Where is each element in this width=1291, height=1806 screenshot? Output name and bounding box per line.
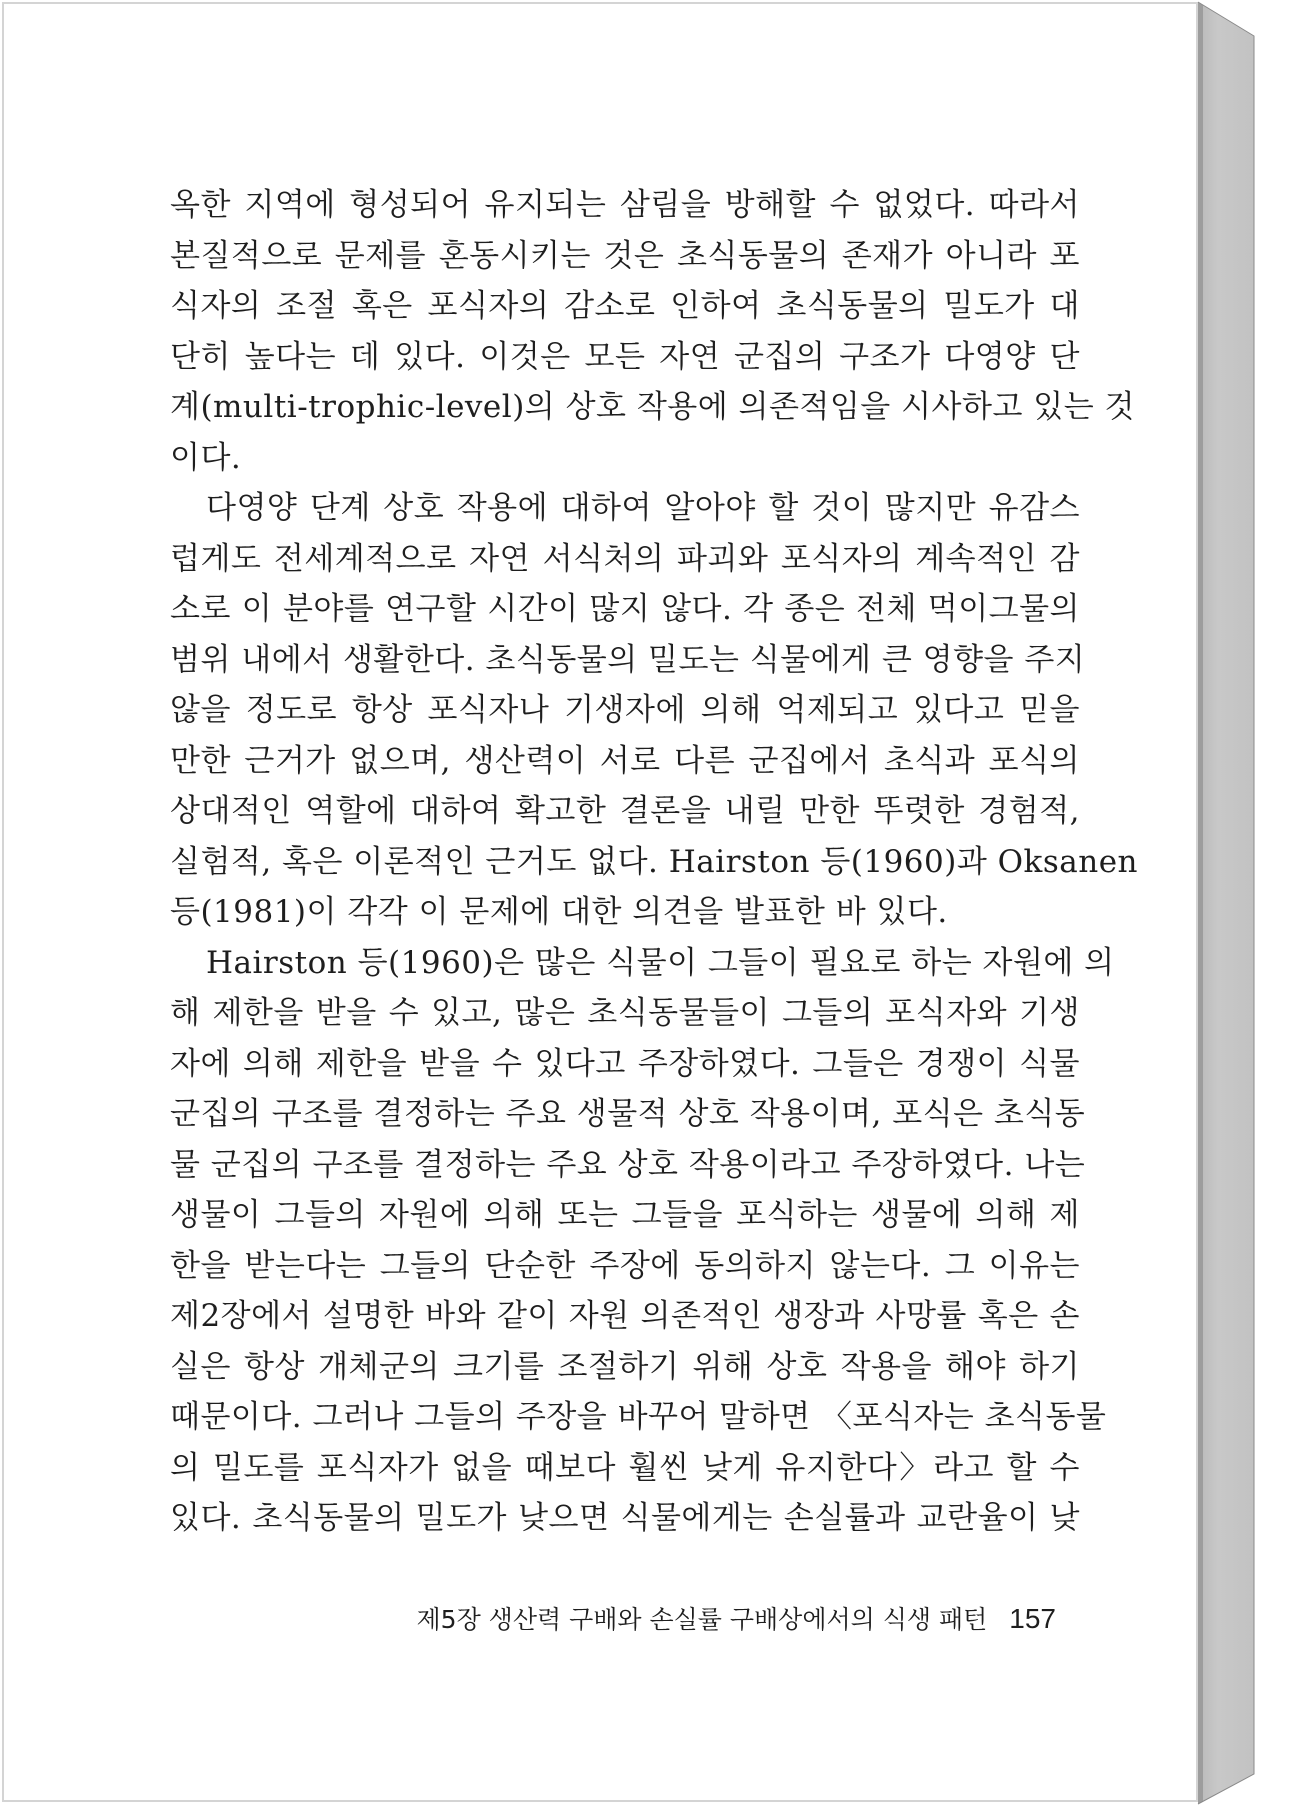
text-line: 범위 내에서 생활한다. 초식동물의 밀도는 식물에게 큰 영향을 주지 [170, 641, 1086, 678]
text-line: 있다. 초식동물의 밀도가 낮으면 식물에게는 손실률과 교란율이 낮 [170, 1500, 1080, 1536]
text-line: 소로 이 분야를 연구할 시간이 많지 않다. 각 종은 전체 먹이그물의 [170, 591, 1080, 627]
text-line: 단히 높다는 데 있다. 이것은 모든 자연 군집의 구조가 다영양 단 [170, 338, 1080, 375]
text-line: 생물이 그들의 자원에 의해 또는 그들을 포식하는 생물에 의해 제 [170, 1197, 1080, 1233]
text-line: 만한 근거가 없으며, 생산력이 서로 다른 군집에서 초식과 포식의 [170, 742, 1080, 779]
text-line: 의 밀도를 포식자가 없을 때보다 훨씬 낮게 유지한다〉라고 할 수 [170, 1449, 1080, 1486]
paragraph [170, 483, 1139, 938]
text-line: 본질적으로 문제를 혼동시키는 것은 초식동물의 존재가 아니라 포 [170, 237, 1080, 274]
paragraph [170, 180, 1135, 483]
text-line: 한을 받는다는 그들의 단순한 주장에 동의하지 않는다. 그 이유는 [170, 1247, 1080, 1284]
text-line: 럽게도 전세계적으로 자연 서식처의 파괴와 포식자의 계속적인 감 [170, 540, 1080, 577]
text-line: 제2장에서 설명한 바와 같이 자원 의존적인 생장과 사망률 혹은 손 [170, 1298, 1080, 1334]
text-line: 식자의 조절 혹은 포식자의 감소로 인하여 초식동물의 밀도가 대 [170, 288, 1080, 324]
text-line: 군집의 구조를 결정하는 주요 생물적 상호 작용이며, 포식은 초식동 [170, 1096, 1086, 1132]
text-line: 때문이다. 그러나 그들의 주장을 바꾸어 말하면 〈포식자는 초식동물 [170, 1399, 1107, 1435]
text-line: 등(1981)이 각각 이 문제에 대한 의견을 발표한 바 있다. [170, 894, 948, 930]
text-line: 계(multi-trophic-level)의 상호 작용에 의존적임을 시사하고 있는 것 [170, 389, 1135, 425]
text-line: 옥한 지역에 형성되어 유지되는 삼림을 방해할 수 없었다. 따라서 [170, 187, 1080, 223]
body-text [170, 180, 1139, 1544]
text-line: 자에 의해 제한을 받을 수 있다고 주장하였다. 그들은 경쟁이 식물 [170, 1045, 1080, 1082]
page-number: 157 [1009, 1603, 1056, 1634]
running-head: 제5장 생산력 구배와 손실률 구배상에서의 식생 패턴 [416, 1605, 988, 1634]
text-line: 않을 정도로 항상 포식자나 기생자에 의해 억제되고 있다고 믿을 [170, 692, 1080, 728]
text-line: 이다. [170, 439, 242, 476]
text-line: 물 군집의 구조를 결정하는 주요 상호 작용이라고 주장하였다. 나는 [170, 1146, 1086, 1183]
page-footer [0, 1600, 1056, 1636]
text-line: Hairston 등(1960)은 많은 식물이 그들이 필요로 하는 자원에 의 [206, 944, 1115, 981]
paragraph [170, 938, 1115, 1544]
text-line: 실은 항상 개체군의 크기를 조절하기 위해 상호 작용을 해야 하기 [170, 1348, 1080, 1385]
text-line: 다영양 단계 상호 작용에 대하여 알아야 할 것이 많지만 유감스 [206, 490, 1080, 526]
text-line: 상대적인 역할에 대하여 확고한 결론을 내릴 만한 뚜렷한 경험적, [170, 793, 1080, 829]
text-line: 해 제한을 받을 수 있고, 많은 초식동물들이 그들의 포식자와 기생 [170, 995, 1080, 1031]
text-line: 실험적, 혹은 이론적인 근거도 없다. Hairston 등(1960)과 Oksanen [170, 843, 1139, 880]
